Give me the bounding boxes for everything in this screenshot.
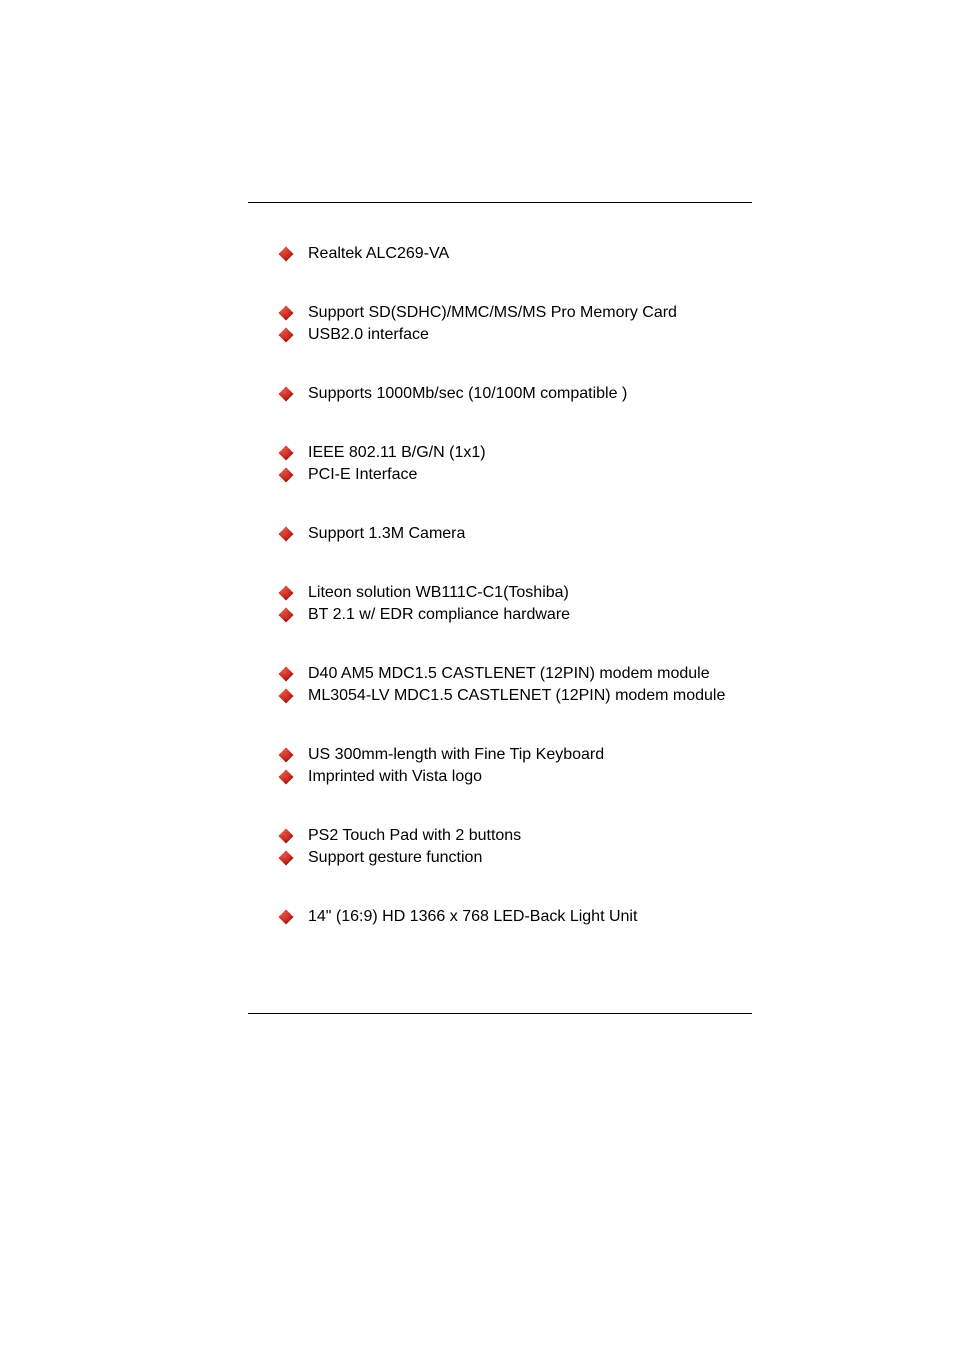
bullet-icon <box>278 585 294 601</box>
list-item: BT 2.1 w/ EDR compliance hardware <box>276 604 756 626</box>
list-item: USB2.0 interface <box>276 324 756 346</box>
bullet-icon <box>278 305 294 321</box>
list-item: D40 AM5 MDC1.5 CASTLENET (12PIN) modem module <box>276 663 756 685</box>
bullet-icon <box>278 386 294 402</box>
bullet-icon <box>278 747 294 763</box>
list-item: PS2 Touch Pad with 2 buttons <box>276 825 756 847</box>
list-item: Supports 1000Mb/sec (10/100M compatible ) <box>276 383 756 405</box>
list-item: IEEE 802.11 B/G/N (1x1) <box>276 442 756 464</box>
list-item: Realtek ALC269-VA <box>276 243 756 265</box>
bullet-icon <box>278 850 294 866</box>
bullet-icon <box>278 607 294 623</box>
list-item: Imprinted with Vista logo <box>276 766 756 788</box>
spec-group-wireless-lan <box>276 442 756 486</box>
list-item: Liteon solution WB111C-C1(Toshiba) <box>276 582 756 604</box>
list-item: 14" (16:9) HD 1366 x 768 LED-Back Light Unit <box>276 906 756 928</box>
spec-group-lan <box>276 383 756 405</box>
spec-group-keyboard <box>276 744 756 788</box>
list-item: US 300mm-length with Fine Tip Keyboard <box>276 744 756 766</box>
bullet-icon <box>278 327 294 343</box>
spec-group-touchpad <box>276 825 756 869</box>
list-item: Support 1.3M Camera <box>276 523 756 545</box>
bullet-icon <box>278 688 294 704</box>
bullet-icon <box>278 909 294 925</box>
list-item: Support gesture function <box>276 847 756 869</box>
spec-group-audio <box>276 243 756 265</box>
spec-group-modem <box>276 663 756 707</box>
spec-group-bluetooth <box>276 582 756 626</box>
bullet-icon <box>278 445 294 461</box>
bullet-icon <box>278 828 294 844</box>
bullet-icon <box>278 246 294 262</box>
bullet-icon <box>278 467 294 483</box>
spec-group-card-reader <box>276 302 756 346</box>
bullet-icon <box>278 769 294 785</box>
bullet-icon <box>278 666 294 682</box>
bullet-icon <box>278 526 294 542</box>
list-item: Support SD(SDHC)/MMC/MS/MS Pro Memory Card <box>276 302 756 324</box>
spec-group-display <box>276 906 756 928</box>
list-item: ML3054-LV MDC1.5 CASTLENET (12PIN) modem module <box>276 685 756 707</box>
list-item: PCI-E Interface <box>276 464 756 486</box>
spec-group-camera <box>276 523 756 545</box>
bottom-divider <box>248 1013 752 1014</box>
